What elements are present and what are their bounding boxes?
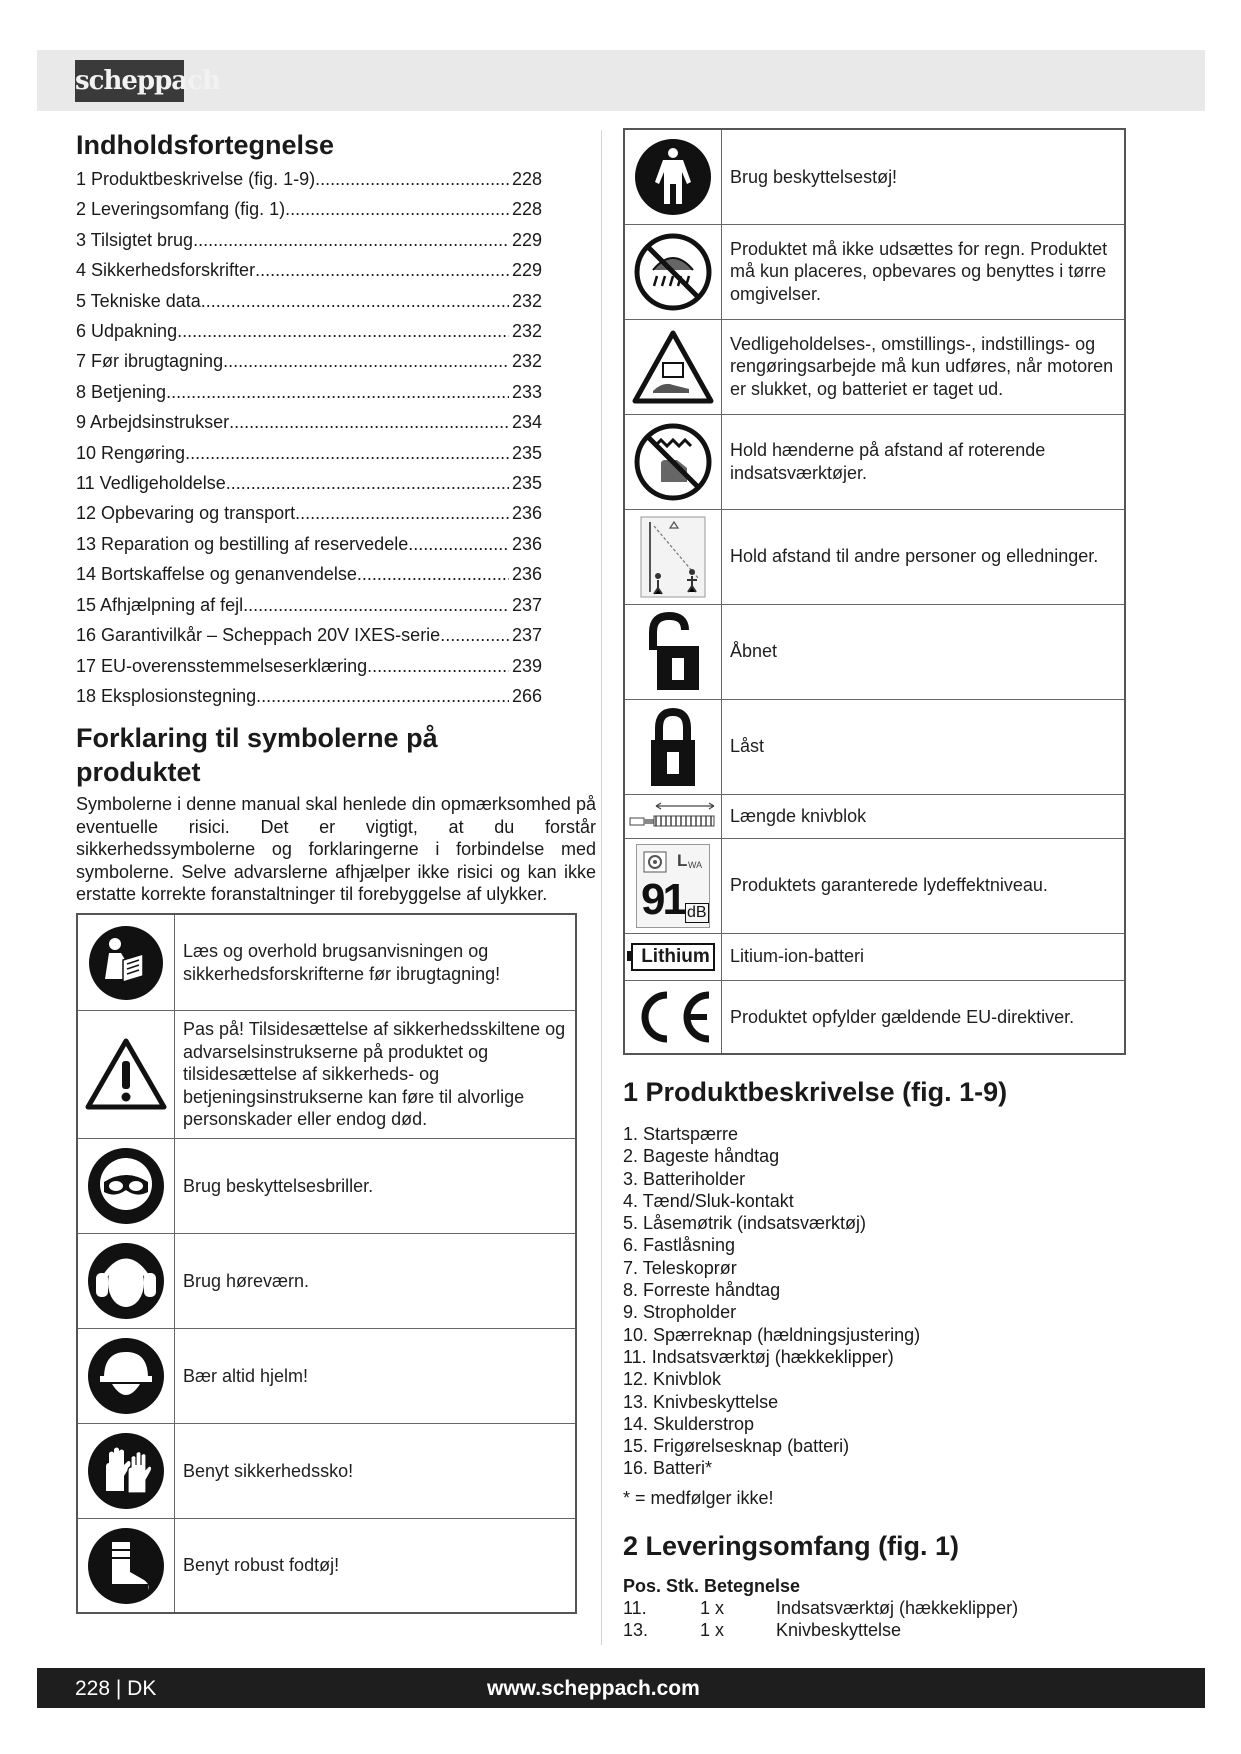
toc-entry[interactable] (76, 377, 542, 407)
symbol-icon-cell (624, 224, 722, 319)
symbol-text: Litium-ion-batteri (722, 933, 1126, 980)
toc-entry-title: 3 Tilsigtet brug (76, 229, 194, 250)
toc-entry[interactable] (76, 651, 542, 681)
boots-icon (86, 1526, 166, 1606)
symbol-text: Brug høreværn. (175, 1233, 577, 1328)
symbol-row (624, 509, 1125, 604)
scheppach-logo: scheppach (75, 60, 184, 102)
toc-leader-dots (177, 316, 509, 346)
page-number: 228 | DK (75, 1677, 157, 1700)
toc-entry-page: 232 (511, 321, 542, 342)
no-rain-icon (633, 232, 713, 312)
toc-entry-title: 15 Afhjælpning af fejl (76, 594, 244, 615)
symbol-icon-cell (624, 509, 722, 604)
toc-leader-dots (185, 438, 509, 468)
toc-entry-page: 236 (511, 533, 542, 554)
toc-leader-dots (226, 468, 509, 498)
toc-leader-dots (223, 346, 509, 376)
symbol-icon-cell (77, 1423, 175, 1518)
symbols-table-right (623, 128, 1126, 1055)
product-description-title: 1 Produktbeskrivelse (fig. 1-9) (623, 1077, 1008, 1107)
symbols-intro: Symbolerne i denne manual skal henlede din opmærksomhed på eventuelle risici. Det er vigtigt, at du forstår sikkerhedssymbolerne og forklaringerne i forbindelse med symbolerne. Selve advarslerne afhjælper ikke risici og kan ikke erstatte korrekte foranstaltninger til forebyggelse af ulykker. (76, 794, 596, 904)
list-item: 8. Forreste håndtag (623, 1280, 781, 1301)
symbol-text: Benyt sikkerhedssko! (175, 1423, 577, 1518)
read-manual-icon (87, 924, 165, 1002)
toc-entry[interactable] (76, 468, 542, 498)
symbol-text: Brug beskyttelsesbriller. (175, 1138, 577, 1233)
toc-entry-title: 6 Udpakning (76, 321, 178, 342)
toc-entry[interactable] (76, 559, 542, 589)
toc-entry-page: 235 (511, 473, 542, 494)
symbol-text: Brug beskyttelsestøj! (722, 129, 1126, 224)
speaker-icon (643, 851, 667, 873)
symbol-text: Produktet opfylder gældende EU-direktiver. (722, 980, 1126, 1054)
toc-leader-dots (440, 620, 509, 650)
delivery-qty: 1 x (700, 1597, 725, 1618)
symbols-title-line1: Forklaring til symbolerne på (76, 723, 438, 754)
symbol-row (624, 224, 1125, 319)
symbol-icon-cell (624, 933, 722, 980)
toc-entry-page: 232 (511, 290, 542, 311)
toc-entry-page: 229 (511, 229, 542, 250)
helmet-icon (86, 1336, 166, 1416)
list-item: 7. Teleskoprør (623, 1257, 737, 1278)
symbol-row (77, 1518, 576, 1613)
symbol-icon-cell (77, 1518, 175, 1613)
symbol-row (624, 319, 1125, 414)
toc-entry-page: 228 (511, 199, 542, 220)
page-footer (37, 1668, 1205, 1708)
toc-entry-title: 16 Garantivilkår – Scheppach 20V IXES-serie (76, 625, 441, 646)
column-divider (601, 130, 602, 1645)
toc-entry-page: 237 (511, 625, 542, 646)
symbol-icon-cell (624, 699, 722, 794)
toc-entry-title: 8 Betjening (76, 381, 167, 402)
toc-entry[interactable] (76, 346, 542, 376)
toc-entry-page: 266 (511, 685, 542, 706)
toc-entry-title: 1 Produktbeskrivelse (fig. 1-9) (76, 169, 316, 189)
toc-entry-page: 236 (511, 503, 542, 524)
symbol-text: Åbnet (722, 604, 1126, 699)
not-included-note: * = medfølger ikke! (623, 1487, 774, 1508)
page-header (37, 50, 1205, 111)
symbol-text: Bær altid hjelm! (175, 1328, 577, 1423)
right-column (623, 128, 1128, 1641)
toc-entry[interactable] (76, 225, 542, 255)
product-parts-list (623, 1123, 1128, 1480)
list-item: 6. Fastlåsning (623, 1235, 736, 1256)
toc-leader-dots (357, 559, 509, 589)
toc-leader-dots (285, 194, 509, 224)
symbol-row (624, 933, 1125, 980)
list-item: 16. Batteri* (623, 1458, 713, 1479)
symbol-row (77, 1138, 576, 1233)
delivery-title: 2 Leveringsomfang (fig. 1) (623, 1530, 960, 1561)
list-item: 11. Indsatsværktøj (hækkeklipper) (623, 1346, 894, 1367)
toc-entry-page: 229 (511, 260, 542, 281)
sound-unit: dB (687, 903, 707, 921)
table-of-contents (76, 164, 596, 711)
list-item: 9. Stropholder (623, 1302, 737, 1323)
maintenance-warning-icon (631, 329, 715, 405)
list-item: 12. Knivblok (623, 1369, 722, 1390)
blade-length-icon (628, 800, 718, 832)
ce-label: CE (631, 986, 633, 988)
delivery-table-header: Pos. Stk. Betegnelse (623, 1575, 801, 1596)
list-item: 3. Batteriholder (623, 1168, 746, 1189)
symbol-icon-cell (77, 1328, 175, 1423)
ce-mark-icon (631, 987, 715, 1047)
toc-entry-page: 232 (511, 351, 542, 372)
symbol-icon-cell (77, 1010, 175, 1138)
sound-label: L (677, 850, 688, 870)
toc-entry-title: 11 Vedligeholdelse (76, 473, 226, 494)
symbol-text: Hold afstand til andre personer og elledninger. (722, 509, 1126, 604)
symbol-text: Længde knivblok (722, 794, 1126, 838)
toc-leader-dots (315, 164, 509, 194)
symbol-text: Produktet må ikke udsættes for regn. Produktet må kun placeres, opbevares og benyttes i tørre omgivelser. (722, 224, 1126, 319)
symbol-row (77, 914, 576, 1010)
symbol-icon-cell (624, 319, 722, 414)
delivery-pos: 11. (623, 1597, 647, 1618)
symbol-text: Vedligeholdelses-, omstillings-, indstillings- og rengøringsarbejde må kun udføres, når motoren er slukket, og batteriet er taget ud. (722, 319, 1126, 414)
toc-entry-title: 5 Tekniske data (76, 290, 201, 311)
toc-entry-title: 2 Leveringsomfang (fig. 1) (76, 199, 286, 220)
toc-entry[interactable] (76, 681, 542, 711)
symbol-text: Pas på! Tilsidesættelse af sikkerhedsskiltene og advarselsinstrukserne på produktet og tilsidesættelse af sikkerheds- og betjeningsinstrukserne kan føre til alvorlige personskader eller endog død. (175, 1010, 577, 1138)
symbol-row (624, 129, 1125, 224)
toc-entry[interactable] (76, 620, 542, 650)
list-item: 15. Frigørelsesknap (batteri) (623, 1436, 850, 1457)
toc-entry[interactable] (76, 286, 542, 316)
symbol-icon-cell (624, 414, 722, 509)
lithium-label: Lithium (641, 945, 710, 967)
symbol-row (77, 1233, 576, 1328)
toc-leader-dots (243, 590, 509, 620)
toc-leader-dots (255, 255, 509, 285)
delivery-name: Indsatsværktøj (hækkeklipper) (776, 1597, 1019, 1618)
toc-leader-dots (193, 225, 509, 255)
toc-entry-title: 9 Arbejdsinstrukser (76, 412, 230, 433)
table-row (623, 1597, 1128, 1619)
delivery-name: Knivbeskyttelse (776, 1619, 902, 1640)
toc-entry[interactable] (76, 255, 542, 285)
warning-triangle-icon (84, 1037, 168, 1111)
symbol-row (624, 414, 1125, 509)
list-item: 14. Skulderstrop (623, 1413, 755, 1434)
symbol-row (624, 980, 1125, 1054)
list-item: 13. Knivbeskyttelse (623, 1391, 779, 1412)
symbol-row (624, 838, 1125, 933)
toc-entry[interactable] (76, 438, 542, 468)
list-item: 2. Bageste håndtag (623, 1146, 780, 1167)
toc-entry-page: 239 (511, 655, 542, 676)
symbol-row (77, 1328, 576, 1423)
toc-entry-page: 234 (511, 412, 542, 433)
symbol-row (624, 699, 1125, 794)
toc-entry[interactable] (76, 590, 542, 620)
toc-leader-dots (229, 407, 509, 437)
toc-entry[interactable] (76, 194, 542, 224)
toc-entry-title: 17 EU-overensstemmelseserklæring (76, 655, 368, 676)
toc-entry-page: 237 (511, 594, 542, 615)
toc-leader-dots (166, 377, 509, 407)
symbol-row (624, 604, 1125, 699)
toc-entry-title: 13 Reparation og bestilling af reservedele (76, 533, 409, 554)
toc-entry-title: 18 Eksplosionstegning (76, 685, 257, 706)
toc-leader-dots (408, 529, 509, 559)
symbol-row (77, 1423, 576, 1518)
unlocked-padlock-icon (643, 610, 703, 694)
symbol-icon-cell (77, 1138, 175, 1233)
toc-entry-page: 228 (511, 169, 542, 189)
toc-entry-page: 235 (511, 442, 542, 463)
symbol-icon-cell (624, 794, 722, 838)
battery-terminal (627, 951, 633, 961)
symbol-icon-cell (624, 129, 722, 224)
symbol-icon-cell (77, 1233, 175, 1328)
symbol-icon-cell (77, 914, 175, 1010)
toc-entry-title: 10 Rengøring (76, 442, 186, 463)
toc-entry[interactable] (76, 164, 542, 194)
delivery-pos: 13. (623, 1619, 649, 1640)
toc-entry-title: 7 Før ibrugtagning (76, 351, 224, 372)
symbol-icon-cell (624, 838, 722, 933)
toc-entry[interactable] (76, 529, 542, 559)
symbols-title (76, 721, 596, 789)
toc-entry[interactable] (76, 316, 542, 346)
toc-title: Indholdsfortegnelse (76, 130, 335, 160)
toc-entry-page: 233 (511, 381, 542, 402)
toc-entry[interactable] (76, 498, 542, 528)
symbol-text: Hold hænderne på afstand af roterende indsatsværktøjer. (722, 414, 1126, 509)
list-item: 4. Tænd/Sluk-kontakt (623, 1190, 794, 1211)
distance-powerlines-icon (640, 516, 706, 598)
toc-entry-title: 4 Sikkerhedsforskrifter (76, 260, 256, 281)
symbols-table-left (76, 913, 577, 1614)
toc-entry[interactable] (76, 407, 542, 437)
list-item: 1. Startspærre (623, 1124, 739, 1144)
symbol-text: Produktets garanterede lydeffektniveau. (722, 838, 1126, 933)
symbol-text: Låst (722, 699, 1126, 794)
symbol-icon-cell (624, 604, 722, 699)
lithium-icon (631, 943, 715, 971)
delivery-qty: 1 x (700, 1619, 725, 1640)
sound-sub: WA (688, 859, 703, 870)
toc-leader-dots (295, 498, 509, 528)
toc-leader-dots (256, 681, 509, 711)
sound-value: 91 (641, 874, 684, 924)
symbol-row (624, 794, 1125, 838)
locked-padlock-icon (647, 704, 699, 790)
symbols-title-line2: produktet (76, 757, 201, 788)
sound-power-icon (636, 844, 710, 928)
left-column (76, 128, 596, 1614)
symbol-icon-cell (624, 980, 722, 1054)
toc-leader-dots (201, 286, 509, 316)
toc-leader-dots (367, 651, 509, 681)
list-item: 10. Spærreknap (hældningsjustering) (623, 1324, 921, 1345)
toc-entry-page: 236 (511, 564, 542, 585)
symbol-text: Læs og overhold brugsanvisningen og sikkerhedsforskrifterne før ibrugtagning! (175, 914, 577, 1010)
ear-protection-icon (86, 1241, 166, 1321)
hands-away-icon (633, 422, 713, 502)
delivery-table (623, 1597, 1128, 1641)
gloves-icon (86, 1431, 166, 1511)
toc-entry-title: 12 Opbevaring og transport (76, 503, 296, 524)
safety-goggles-icon (86, 1146, 166, 1226)
table-row (623, 1619, 1128, 1641)
protective-clothing-icon (633, 137, 713, 217)
symbol-text: Benyt robust fodtøj! (175, 1518, 577, 1613)
toc-entry-title: 14 Bortskaffelse og genanvendelse (76, 564, 357, 585)
symbol-row (77, 1010, 576, 1138)
footer-url[interactable]: www.scheppach.com (487, 1677, 700, 1700)
list-item: 5. Låsemøtrik (indsatsværktøj) (623, 1213, 867, 1234)
